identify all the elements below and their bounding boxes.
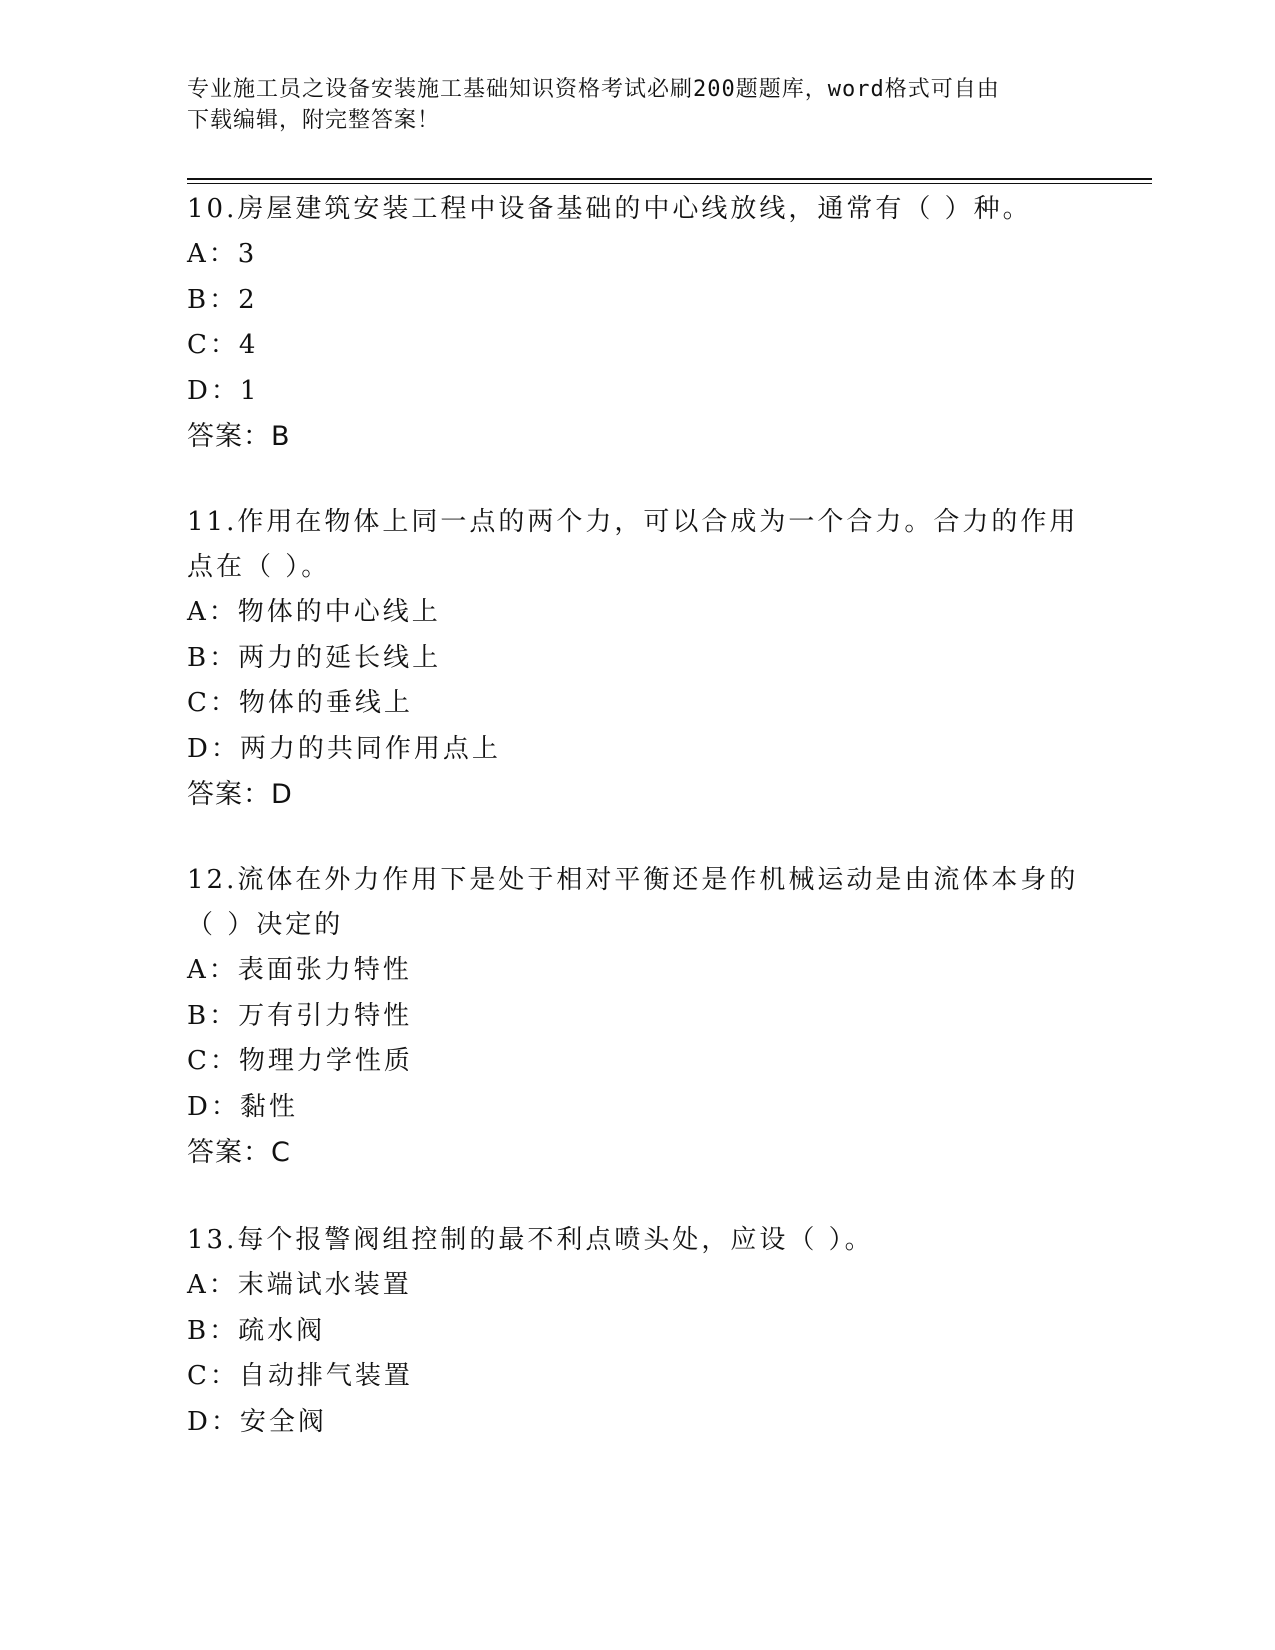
question-11 <box>187 500 1087 817</box>
question-13 <box>187 1218 1087 1445</box>
option-b: B：疏水阀 <box>187 1315 326 1346</box>
question-stem-line: 11.作用在物体上同一点的两个力，可以合成为一个合力。合力的作用 <box>187 507 1079 537</box>
option-c: C：物体的垂线上 <box>187 688 413 718</box>
option-d: D：1 <box>187 375 260 406</box>
header-line-2: 下载编辑，附完整答案！ <box>187 108 441 133</box>
option-a: A：物体的中心线上 <box>187 597 441 627</box>
header-divider-thin <box>187 183 1152 184</box>
question-stem-line: （ ）决定的 <box>187 910 344 940</box>
question-stem-line: 13.每个报警阀组控制的最不利点喷头处，应设（ ）。 <box>187 1225 874 1255</box>
answer-label: 答案：C <box>187 1137 291 1168</box>
option-a: A：表面张力特性 <box>187 955 412 985</box>
option-d: D：两力的共同作用点上 <box>187 733 501 764</box>
option-a: A：末端试水装置 <box>187 1270 412 1300</box>
question-stem-line: 12.流体在外力作用下是处于相对平衡还是作机械运动是由流体本身的 <box>187 865 1079 895</box>
option-a: A：3 <box>187 239 258 269</box>
header-divider-thick <box>187 178 1152 180</box>
option-c: C：物理力学性质 <box>187 1046 413 1076</box>
question-10 <box>187 187 1087 459</box>
answer-label: 答案：D <box>187 779 293 810</box>
header-line-1: 专业施工员之设备安装施工基础知识资格考试必刷200题题库，word格式可自由 <box>187 77 1000 102</box>
option-c: C：4 <box>187 330 259 360</box>
option-b: B：万有引力特性 <box>187 1000 413 1031</box>
option-b: B：2 <box>187 284 258 315</box>
question-12 <box>187 858 1087 1175</box>
question-stem-line: 点在（ ）。 <box>187 552 331 582</box>
option-d: D：安全阀 <box>187 1406 327 1437</box>
question-stem-line: 10.房屋建筑安装工程中设备基础的中心线放线，通常有（ ）种。 <box>187 194 1032 224</box>
document-header <box>187 74 1067 136</box>
answer-label: 答案：B <box>187 421 291 452</box>
option-c: C：自动排气装置 <box>187 1361 413 1391</box>
option-d: D：黏性 <box>187 1091 298 1122</box>
option-b: B：两力的延长线上 <box>187 642 442 673</box>
